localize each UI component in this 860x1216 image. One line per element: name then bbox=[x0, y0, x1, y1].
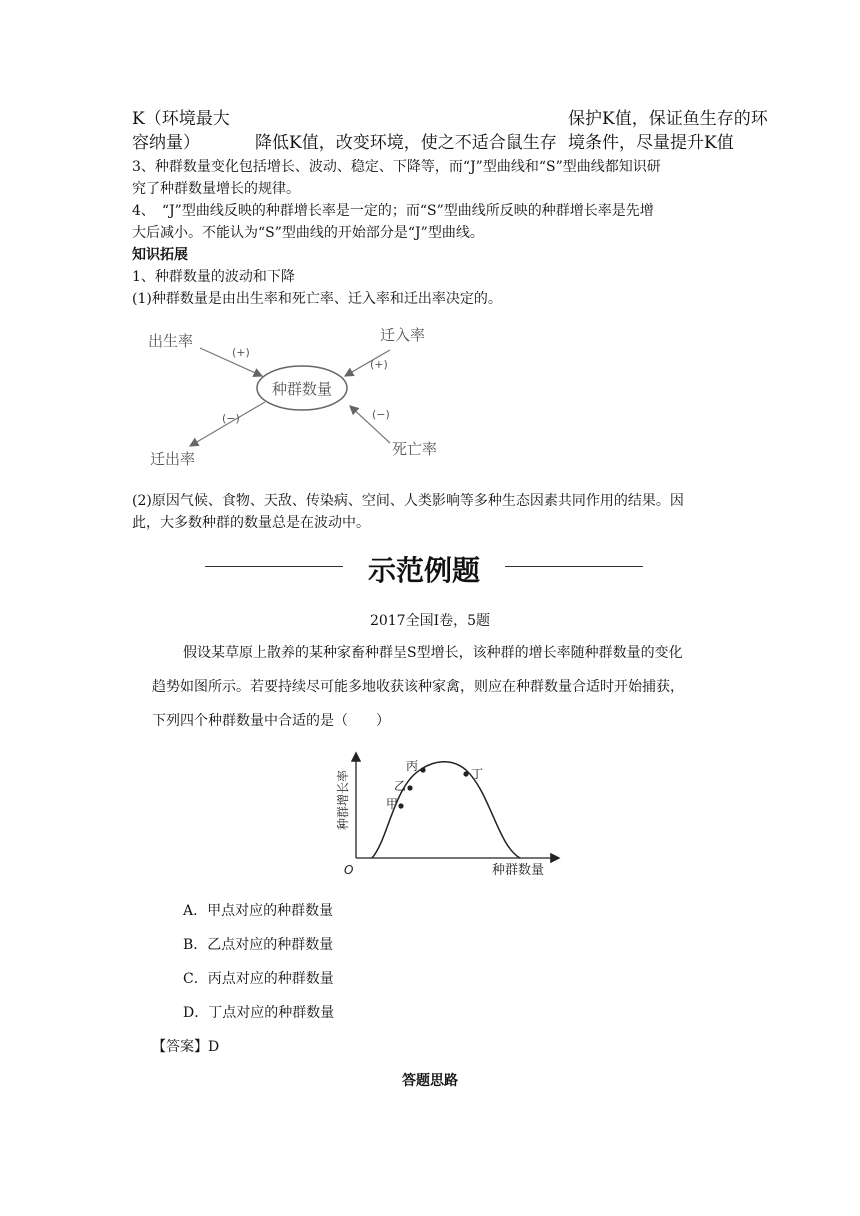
point-yi-marker bbox=[407, 785, 412, 790]
option-d: D．丁点对应的种群数量 bbox=[183, 1005, 335, 1021]
point3-line2: 究了种群数量增长的规律。 bbox=[132, 181, 300, 197]
birth-sign: (+) bbox=[232, 346, 250, 359]
population-factors-diagram bbox=[140, 318, 460, 478]
birth-arrow bbox=[200, 348, 262, 376]
point-bing-label: 丙 bbox=[406, 759, 419, 773]
section-heading-expand: 知识拓展 bbox=[132, 247, 188, 263]
section-banner-example: 示范例题 bbox=[368, 554, 481, 587]
table-cell-fish-line2: 境条件，尽量提升K值 bbox=[568, 133, 734, 153]
death-sign: (−) bbox=[372, 408, 390, 421]
point4-line1: 4、 “J”型曲线反映的种群增长率是一定的；而“S”型曲线所反映的种群增长率是先增 bbox=[132, 203, 654, 219]
banner-rule-right bbox=[505, 566, 643, 567]
immigration-sign: (+) bbox=[370, 358, 388, 371]
death-rate-label: 死亡率 bbox=[392, 440, 438, 458]
origin-label: O bbox=[344, 863, 354, 877]
y-axis-label: 种群增长率 bbox=[336, 769, 350, 831]
expand-item1: 1、种群数量的波动和下降 bbox=[132, 269, 295, 285]
table-cell-k-line1: K（环境最大 bbox=[132, 109, 230, 129]
expand-sub2-line2: 此，大多数种群的数量总是在波动中。 bbox=[132, 515, 370, 531]
table-cell-rodent: 降低K值，改变环境，使之不适合鼠生存 bbox=[255, 133, 557, 153]
expand-sub1: (1)种群数量是由出生率和死亡率、迁入率和迁出率决定的。 bbox=[132, 291, 502, 307]
point-jia-label: 甲 bbox=[386, 797, 399, 811]
point-ding-label: 丁 bbox=[471, 767, 484, 781]
question-source: 2017全国Ⅰ卷，5题 bbox=[369, 613, 491, 629]
emigration-label: 迁出率 bbox=[150, 450, 196, 468]
expand-sub2-line1: (2)原因气候、食物、天敌、传染病、空间、人类影响等多种生态因素共同作用的结果。因 bbox=[132, 493, 684, 509]
option-a: A．甲点对应的种群数量 bbox=[183, 903, 334, 919]
emigration-sign: (−) bbox=[222, 412, 240, 425]
answer-line: 【答案】D bbox=[152, 1039, 220, 1055]
point-bing-marker bbox=[420, 767, 425, 772]
point3-line1: 3、种群数量变化包括增长、波动、稳定、下降等，而“J”型曲线和“S”型曲线都知识研 bbox=[132, 159, 661, 175]
center-label: 种群数量 bbox=[271, 380, 333, 398]
table-cell-fish-line1: 保护K值，保证鱼生存的环 bbox=[568, 109, 768, 129]
question-line2: 趋势如图所示。若要持续尽可能多地收获该种家禽，则应在种群数量合适时开始捕获， bbox=[152, 679, 684, 695]
option-c: C．丙点对应的种群数量 bbox=[183, 971, 334, 987]
table-cell-k-line2: 容纳量） bbox=[132, 133, 200, 153]
point4-line2: 大后减小。不能认为“S”型曲线的开始部分是“J”型曲线。 bbox=[132, 225, 484, 241]
growth-rate-graph bbox=[330, 748, 565, 883]
option-b: B．乙点对应的种群数量 bbox=[183, 937, 334, 953]
question-line3: 下列四个种群数量中合适的是（ ） bbox=[152, 713, 390, 729]
immigration-label: 迁入率 bbox=[380, 326, 426, 344]
point-yi-label: 乙 bbox=[394, 779, 407, 793]
x-axis-label: 种群数量 bbox=[491, 863, 545, 878]
banner-rule-left bbox=[205, 566, 343, 567]
section-heading-thinking: 答题思路 bbox=[402, 1073, 458, 1089]
question-line1: 假设某草原上散养的某种家畜种群呈S型增长，该种群的增长率随种群数量的变化 bbox=[183, 645, 683, 661]
point-ding-marker bbox=[463, 771, 468, 776]
point-jia-marker bbox=[398, 803, 403, 808]
birth-rate-label: 出生率 bbox=[148, 332, 194, 350]
